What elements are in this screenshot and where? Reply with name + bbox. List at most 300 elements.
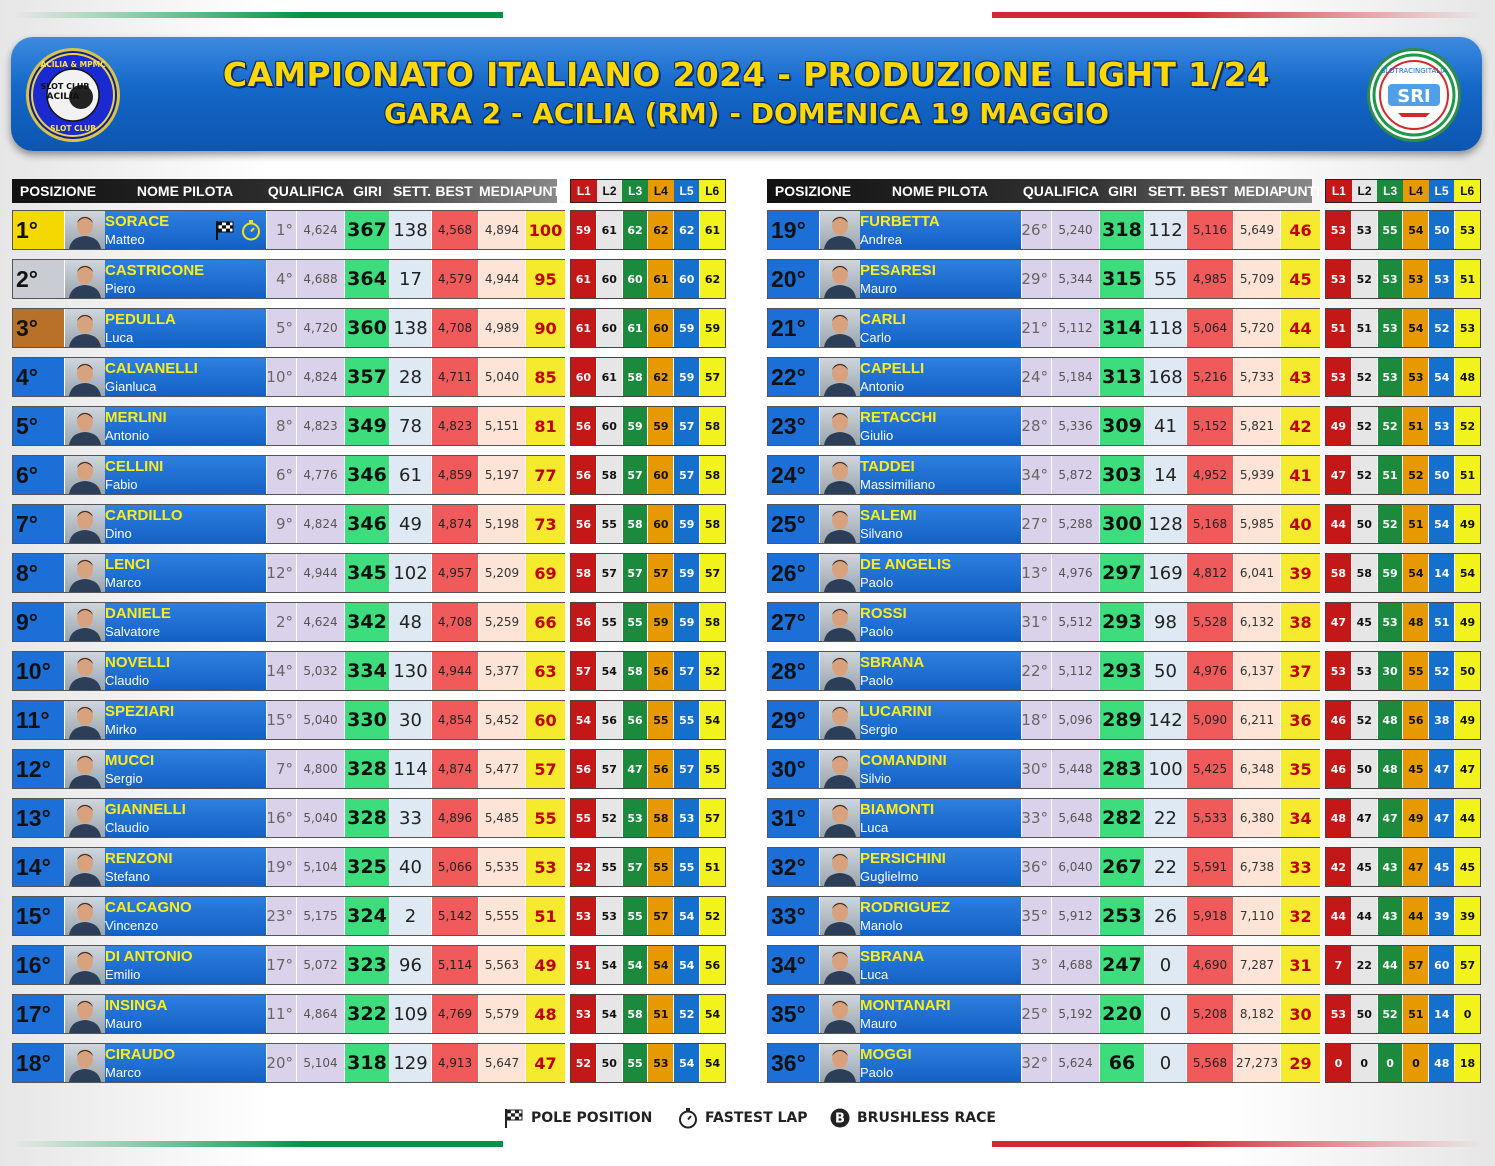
points: 53: [526, 848, 565, 886]
lap-1-value: 56: [571, 603, 597, 641]
result-bar: [12, 357, 565, 397]
lap-5-value: 38: [1429, 701, 1455, 739]
average-lap: 8,182: [1234, 995, 1281, 1033]
average-lap: 5,485: [479, 799, 526, 837]
driver-surname: CALCAGNO: [105, 899, 192, 916]
lap-2-value: 50: [1352, 505, 1378, 543]
lap-3-value: 51: [1378, 456, 1404, 494]
lane-laps: [1325, 749, 1481, 789]
lap-4-value: 55: [648, 848, 674, 886]
lap-1-value: 47: [1326, 456, 1352, 494]
driver-name-box: [105, 652, 267, 690]
qualifying-time: 5,112: [1052, 309, 1100, 347]
sectors: 22: [1145, 799, 1187, 837]
lap-1-value: 59: [571, 211, 597, 249]
col-best: BEST: [435, 183, 473, 199]
lane-laps: [570, 357, 726, 397]
average-lap: 6,041: [1234, 554, 1281, 592]
lap-6-value: 56: [700, 946, 725, 984]
result-bar: [767, 847, 1320, 887]
lap-6-value: 57: [700, 554, 725, 592]
driver-surname: DANIELE: [105, 605, 171, 622]
driver-photo: [65, 603, 105, 641]
laps-total: 247: [1100, 946, 1145, 984]
page-subtitle: GARA 2 - ACILIA (RM) - DOMENICA 19 MAGGIO: [384, 97, 1109, 130]
driver-photo: [820, 750, 860, 788]
driver-surname: CELLINI: [105, 458, 164, 475]
sectors: 40: [390, 848, 432, 886]
lap-5-value: 55: [674, 701, 700, 739]
col-l4: L4: [1403, 180, 1429, 202]
driver-firstname: Andrea: [860, 232, 902, 247]
average-lap: 7,287: [1234, 946, 1281, 984]
lap-4-value: 60: [648, 456, 674, 494]
average-lap: 4,894: [479, 211, 526, 249]
lane-laps: [1325, 357, 1481, 397]
lane-laps: [1325, 651, 1481, 691]
position: 22°: [768, 358, 820, 396]
qualifying-position: 21°: [1022, 309, 1052, 347]
result-row: [12, 504, 726, 544]
position: 35°: [768, 995, 820, 1033]
driver-name-box: [860, 211, 1022, 249]
laps-total: 283: [1100, 750, 1145, 788]
sectors: 128: [1145, 505, 1187, 543]
lap-4-value: 62: [648, 358, 674, 396]
lap-5-value: 50: [1429, 456, 1455, 494]
laps-total: 323: [345, 946, 390, 984]
lap-1-value: 47: [1326, 603, 1352, 641]
lap-4-value: 54: [1403, 309, 1429, 347]
lap-5-value: 45: [1429, 848, 1455, 886]
best-lap: 4,812: [1187, 554, 1234, 592]
lap-1-value: 61: [571, 309, 597, 347]
lane-laps: [570, 210, 726, 250]
driver-firstname: Manolo: [860, 918, 903, 933]
sectors: 100: [1145, 750, 1187, 788]
lap-2-value: 0: [1352, 1044, 1378, 1082]
legend-fastest-label: FASTEST LAP: [705, 1110, 808, 1126]
average-lap: 5,709: [1234, 260, 1281, 298]
laps-total: 346: [345, 456, 390, 494]
lap-5-value: 59: [674, 554, 700, 592]
sectors: 142: [1145, 701, 1187, 739]
qualifying-position: 27°: [1022, 505, 1052, 543]
driver-photo: [65, 407, 105, 445]
points: 63: [526, 652, 565, 690]
col-nome-pilota: NOME PILOTA: [891, 183, 989, 199]
lap-2-value: 50: [1352, 995, 1378, 1033]
driver-name-box: [105, 456, 267, 494]
driver-photo: [65, 505, 105, 543]
driver-surname: MUCCI: [105, 752, 155, 769]
lap-6-value: 53: [1455, 309, 1480, 347]
result-row: [12, 259, 726, 299]
points: 85: [526, 358, 565, 396]
lap-6-value: 62: [700, 260, 725, 298]
result-bar: [767, 553, 1320, 593]
lap-5-value: 53: [1429, 407, 1455, 445]
driver-firstname: Matteo: [105, 232, 145, 247]
qualifying-position: 23°: [267, 897, 297, 935]
lane-laps: [570, 700, 726, 740]
lap-6-value: 47: [1455, 750, 1480, 788]
driver-surname: LENCI: [105, 556, 150, 573]
lap-2-value: 55: [597, 848, 623, 886]
laps-total: 367: [345, 211, 390, 249]
driver-surname: LUCARINI: [860, 703, 932, 720]
lane-laps: [570, 749, 726, 789]
average-lap: 5,198: [479, 505, 526, 543]
result-bar: [767, 504, 1320, 544]
points: 38: [1281, 603, 1320, 641]
laps-total: 322: [345, 995, 390, 1033]
lap-4-value: 53: [1403, 358, 1429, 396]
best-lap: 4,874: [432, 505, 479, 543]
result-bar: [767, 1043, 1320, 1083]
driver-firstname: Mauro: [860, 281, 897, 296]
lap-5-value: 62: [674, 211, 700, 249]
driver-photo: [65, 946, 105, 984]
sectors: 28: [390, 358, 432, 396]
result-row: [767, 553, 1481, 593]
lap-1-value: 61: [571, 260, 597, 298]
lap-4-value: 56: [648, 750, 674, 788]
qualifying-time: 4,864: [297, 995, 345, 1033]
lap-1-value: 56: [571, 456, 597, 494]
lap-4-value: 53: [648, 1044, 674, 1082]
laps-total: 318: [1100, 211, 1145, 249]
result-row: [12, 1043, 726, 1083]
average-lap: 5,040: [479, 358, 526, 396]
driver-photo: [65, 260, 105, 298]
driver-name-box: [860, 260, 1022, 298]
sectors: 26: [1145, 897, 1187, 935]
points: 43: [1281, 358, 1320, 396]
best-lap: 5,528: [1187, 603, 1234, 641]
qualifying-time: 5,288: [1052, 505, 1100, 543]
lane-laps: [570, 994, 726, 1034]
driver-photo: [65, 554, 105, 592]
lane-laps: [1325, 455, 1481, 495]
position: 11°: [13, 701, 65, 739]
lap-1-value: 46: [1326, 701, 1352, 739]
lane-laps: [570, 455, 726, 495]
best-lap: 5,918: [1187, 897, 1234, 935]
best-lap: 4,711: [432, 358, 479, 396]
sectors: 112: [1145, 211, 1187, 249]
driver-surname: DI ANTONIO: [105, 948, 193, 965]
lap-3-value: 54: [623, 946, 649, 984]
qualifying-time: 5,112: [1052, 652, 1100, 690]
result-bar: [767, 896, 1320, 936]
lap-5-value: 59: [674, 309, 700, 347]
qualifying-position: 5°: [267, 309, 297, 347]
lap-6-value: 50: [1455, 652, 1480, 690]
lap-2-value: 50: [1352, 750, 1378, 788]
lap-1-value: 53: [1326, 211, 1352, 249]
col-l1: L1: [1326, 180, 1352, 202]
driver-name-box: [105, 554, 267, 592]
driver-firstname: Sergio: [860, 722, 898, 737]
qualifying-time: 4,776: [297, 456, 345, 494]
qualifying-time: 5,096: [1052, 701, 1100, 739]
average-lap: 5,563: [479, 946, 526, 984]
lap-3-value: 52: [1378, 505, 1404, 543]
lap-6-value: 49: [1455, 603, 1480, 641]
average-lap: 5,647: [479, 1044, 526, 1082]
sectors: 138: [390, 309, 432, 347]
stopwatch-icon: [677, 1107, 699, 1129]
average-lap: 6,137: [1234, 652, 1281, 690]
position: 2°: [13, 260, 65, 298]
driver-photo: [820, 456, 860, 494]
qualifying-time: 5,624: [1052, 1044, 1100, 1082]
lap-5-value: 54: [1429, 358, 1455, 396]
driver-name-box: [105, 407, 267, 445]
driver-firstname: Dino: [105, 526, 132, 541]
qualifying-time: 4,944: [297, 554, 345, 592]
lap-2-value: 55: [597, 505, 623, 543]
page-title: CAMPIONATO ITALIANO 2024 - PRODUZIONE LIGHT 1/24: [222, 55, 1271, 94]
position: 12°: [13, 750, 65, 788]
lap-6-value: 0: [1455, 995, 1480, 1033]
lap-5-value: 51: [1429, 603, 1455, 641]
qualifying-position: 3°: [1022, 946, 1052, 984]
average-lap: 5,939: [1234, 456, 1281, 494]
driver-photo: [65, 211, 105, 249]
average-lap: 5,151: [479, 407, 526, 445]
lap-1-value: 42: [1326, 848, 1352, 886]
laps-total: 325: [345, 848, 390, 886]
lap-3-value: 55: [1378, 211, 1404, 249]
result-row: [767, 700, 1481, 740]
driver-firstname: Antonio: [860, 379, 905, 394]
lap-3-value: 43: [1378, 848, 1404, 886]
position: 6°: [13, 456, 65, 494]
position: 4°: [13, 358, 65, 396]
lap-1-value: 52: [571, 848, 597, 886]
driver-surname: RETACCHI: [860, 409, 937, 426]
lap-3-value: 59: [1378, 554, 1404, 592]
lane-laps: [1325, 504, 1481, 544]
position: 14°: [13, 848, 65, 886]
driver-firstname: Guglielmo: [860, 869, 919, 884]
best-lap: 5,216: [1187, 358, 1234, 396]
position: 19°: [768, 211, 820, 249]
col-l2: L2: [597, 180, 623, 202]
lap-5-value: 57: [674, 750, 700, 788]
result-row: [767, 259, 1481, 299]
result-bar: [767, 455, 1320, 495]
lap-5-value: 47: [1429, 799, 1455, 837]
lap-2-value: 51: [1352, 309, 1378, 347]
lap-3-value: 47: [623, 750, 649, 788]
col-giri: GIRI: [1108, 183, 1137, 199]
lap-6-value: 61: [700, 211, 725, 249]
lap-3-value: 43: [1378, 897, 1404, 935]
lap-4-value: 54: [1403, 211, 1429, 249]
lap-1-value: 57: [571, 652, 597, 690]
driver-name-box: [860, 554, 1022, 592]
points: 81: [526, 407, 565, 445]
lap-5-value: 57: [674, 652, 700, 690]
position: 23°: [768, 407, 820, 445]
col-l5: L5: [674, 180, 700, 202]
lap-2-value: 54: [597, 652, 623, 690]
average-lap: 5,197: [479, 456, 526, 494]
qualifying-position: 11°: [267, 995, 297, 1033]
result-bar: [767, 406, 1320, 446]
lap-6-value: 51: [1455, 260, 1480, 298]
lap-3-value: 52: [1378, 407, 1404, 445]
lap-2-value: 22: [1352, 946, 1378, 984]
average-lap: 4,944: [479, 260, 526, 298]
qualifying-position: 33°: [1022, 799, 1052, 837]
result-row: [767, 357, 1481, 397]
lap-5-value: 57: [674, 407, 700, 445]
lap-1-value: 48: [1326, 799, 1352, 837]
lap-1-value: 53: [1326, 260, 1352, 298]
driver-photo: [65, 897, 105, 935]
col-qualifica: QUALIFICA: [267, 183, 345, 199]
driver-firstname: Marco: [105, 1065, 142, 1080]
best-lap: 4,823: [432, 407, 479, 445]
lap-4-value: 54: [1403, 554, 1429, 592]
lap-3-value: 53: [1378, 358, 1404, 396]
driver-firstname: Luca: [860, 820, 889, 835]
col-punti: PUNTI: [523, 183, 565, 199]
driver-surname: GIANNELLI: [105, 801, 186, 818]
driver-firstname: Sergio: [105, 771, 143, 786]
lap-3-value: 48: [1378, 750, 1404, 788]
lap-5-value: 60: [674, 260, 700, 298]
driver-name-box: [105, 505, 267, 543]
points: 41: [1281, 456, 1320, 494]
lap-2-value: 54: [597, 946, 623, 984]
lap-2-value: 60: [597, 309, 623, 347]
best-lap: 4,874: [432, 750, 479, 788]
average-lap: 5,377: [479, 652, 526, 690]
lane-laps: [570, 602, 726, 642]
col-l3: L3: [622, 180, 648, 202]
average-lap: 4,989: [479, 309, 526, 347]
table-header-right: [767, 179, 1320, 203]
driver-name-box: [860, 358, 1022, 396]
qualifying-time: 4,720: [297, 309, 345, 347]
laps-total: 220: [1100, 995, 1145, 1033]
average-lap: 6,348: [1234, 750, 1281, 788]
lap-6-value: 58: [700, 456, 725, 494]
qualifying-time: 5,032: [297, 652, 345, 690]
qualifying-position: 35°: [1022, 897, 1052, 935]
qualifying-position: 13°: [1022, 554, 1052, 592]
qualifying-time: 5,104: [297, 848, 345, 886]
lap-2-value: 53: [1352, 211, 1378, 249]
driver-photo: [820, 260, 860, 298]
driver-surname: RODRIGUEZ: [860, 899, 950, 916]
lap-2-value: 52: [1352, 701, 1378, 739]
sectors: 61: [390, 456, 432, 494]
best-lap: 4,708: [432, 309, 479, 347]
col-l1: L1: [571, 180, 597, 202]
driver-surname: CIRAUDO: [105, 1046, 175, 1063]
lane-laps: [1325, 798, 1481, 838]
driver-photo: [65, 309, 105, 347]
laps-total: 314: [1100, 309, 1145, 347]
lap-2-value: 52: [597, 799, 623, 837]
best-lap: 4,708: [432, 603, 479, 641]
driver-name-box: [860, 799, 1022, 837]
sectors: 17: [390, 260, 432, 298]
sectors: 138: [390, 211, 432, 249]
lap-2-value: 52: [1352, 456, 1378, 494]
average-lap: 5,985: [1234, 505, 1281, 543]
driver-surname: ROSSI: [860, 605, 907, 622]
driver-name-box: [860, 750, 1022, 788]
driver-firstname: Massimiliano: [860, 477, 936, 492]
lap-1-value: 55: [571, 799, 597, 837]
lane-laps: [570, 896, 726, 936]
result-row: [12, 406, 726, 446]
laps-total: 360: [345, 309, 390, 347]
driver-surname: SBRANA: [860, 948, 925, 965]
best-lap: 5,152: [1187, 407, 1234, 445]
lap-4-value: 47: [1403, 848, 1429, 886]
lap-2-value: 53: [1352, 652, 1378, 690]
points: 60: [526, 701, 565, 739]
sectors: 130: [390, 652, 432, 690]
lap-6-value: 54: [1455, 554, 1480, 592]
qualifying-time: 5,104: [297, 1044, 345, 1082]
position: 10°: [13, 652, 65, 690]
lap-2-value: 54: [597, 995, 623, 1033]
qualifying-time: 5,072: [297, 946, 345, 984]
sectors: 78: [390, 407, 432, 445]
driver-photo: [820, 995, 860, 1033]
lap-5-value: 53: [674, 799, 700, 837]
driver-surname: CAPELLI: [860, 360, 925, 377]
lap-6-value: 58: [700, 407, 725, 445]
laps-total: 318: [345, 1044, 390, 1082]
table-header-left: [12, 179, 565, 203]
lap-6-value: 58: [700, 505, 725, 543]
lane-laps: [570, 308, 726, 348]
points: 77: [526, 456, 565, 494]
driver-surname: CARLI: [860, 311, 906, 328]
driver-photo: [820, 505, 860, 543]
result-row: [767, 994, 1481, 1034]
lap-4-value: 62: [648, 211, 674, 249]
result-row: [767, 896, 1481, 936]
qualifying-time: 5,240: [1052, 211, 1100, 249]
driver-firstname: Mauro: [860, 1016, 897, 1031]
best-lap: 4,859: [432, 456, 479, 494]
lap-3-value: 0: [1378, 1044, 1404, 1082]
lap-5-value: 52: [1429, 309, 1455, 347]
result-bar: [12, 455, 565, 495]
driver-firstname: Piero: [105, 281, 136, 296]
sectors: 169: [1145, 554, 1187, 592]
qualifying-position: 2°: [267, 603, 297, 641]
lane-laps: [1325, 945, 1481, 985]
laps-total: 293: [1100, 652, 1145, 690]
lap-5-value: 52: [674, 995, 700, 1033]
lane-laps: [570, 798, 726, 838]
driver-photo: [65, 1044, 105, 1082]
driver-firstname: Gianluca: [105, 379, 157, 394]
qualifying-position: 29°: [1022, 260, 1052, 298]
